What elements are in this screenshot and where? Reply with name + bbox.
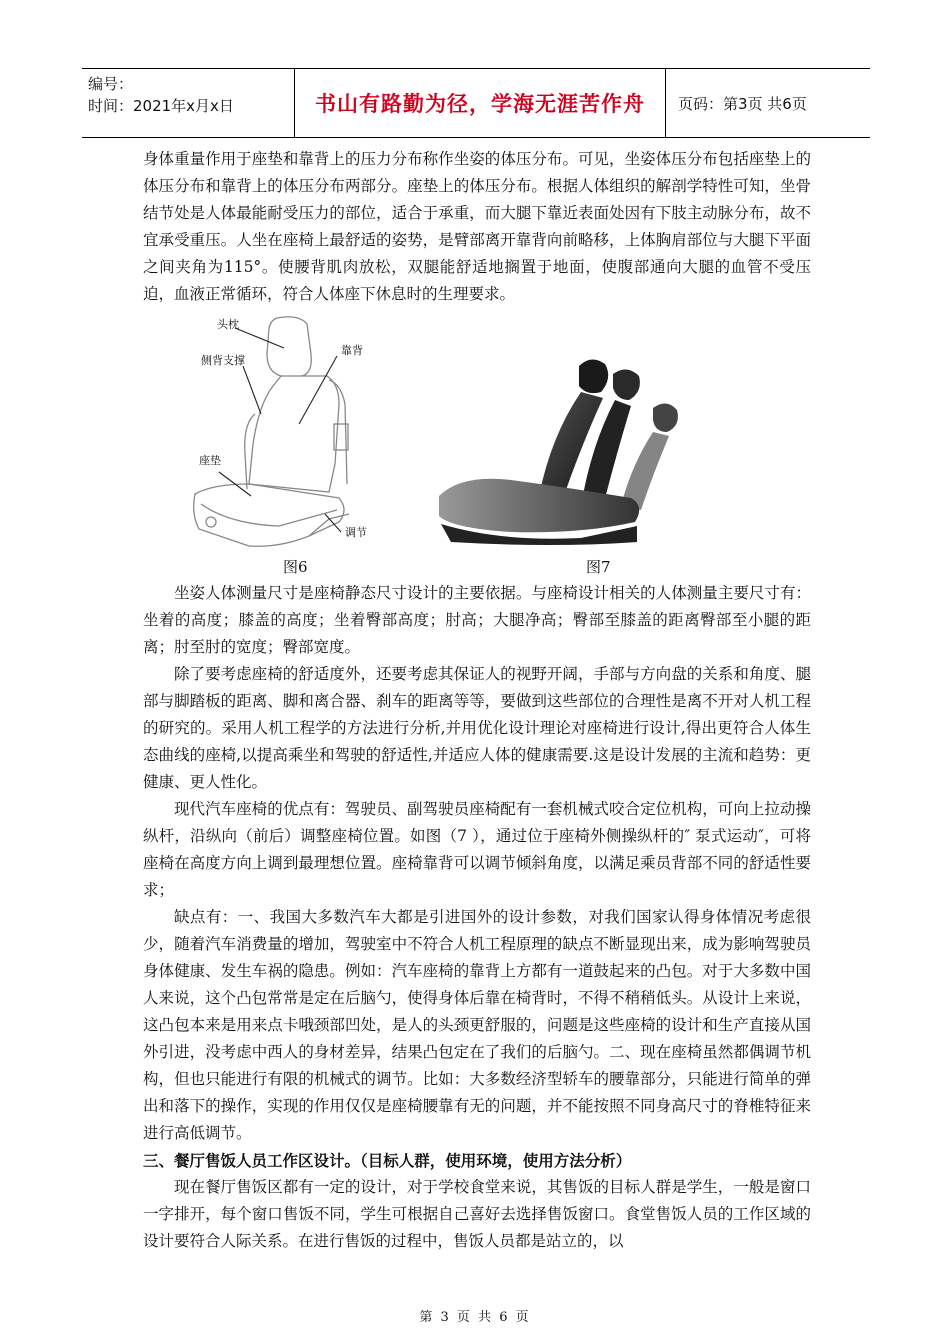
paragraph-advantages: 现代汽车座椅的优点有：驾驶员、副驾驶员座椅配有一套机械式咬合定位机构，可向上拉动操纵杆，沿纵向（前后）调整座椅位置。如图（7 ），通过位于座椅外侧操纵杆的″ 泵式运动″，可将座椅在高度方向上调到最理想位置。座椅靠背可以调节倾斜角度，以满足乘员背部不同的舒适性要求； xyxy=(143,800,811,899)
figure-row xyxy=(143,314,811,580)
page-footer: 第 3 页 共 6 页 xyxy=(419,1310,531,1325)
label-side-support: 侧背支撑 xyxy=(201,354,245,367)
page-header xyxy=(82,68,870,138)
seat-adjustment-figure xyxy=(431,356,701,546)
label-headrest: 头枕 xyxy=(217,318,239,331)
figure-7-caption: 图7 xyxy=(586,558,611,576)
paragraph-measurement: 坐姿人体测量尺寸是座椅静态尺寸设计的主要依据。与座椅设计相关的人体测量主要尺寸有：坐着的高度；膝盖的高度；坐着臀部高度；肘高；大腿净高；臀部至膝盖的距离臀部至小腿的距离；肘至肘的宽度；臀部宽度。 xyxy=(143,584,811,656)
header-page-info: 页码：第3页 共6页 xyxy=(678,94,807,113)
label-adjust: 调节 xyxy=(345,526,367,539)
header-meta xyxy=(82,69,295,137)
document-number: 编号： xyxy=(88,75,134,93)
paragraph-canteen: 现在餐厅售饭区都有一定的设计，对于学校食堂来说，其售饭的目标人群是学生，一般是窗口一字排开，每个窗口售饭不同，学生可根据自己喜好去选择售饭窗口。食堂售饭人员的工作区域的设计要符合人际关系。在进行售饭的过程中，售饭人员都是站立的，以 xyxy=(143,1178,811,1250)
paragraph-comfort: 除了要考虑座椅的舒适度外，还要考虑其保证人的视野开阔，手部与方向盘的关系和角度、腿部与脚踏板的距离、脚和离合器、刹车的距离等等，要做到这些部位的合理性是离不开对人机工程的研究的。采用人机工程学的方法进行分析,并用优化设计理论对座椅进行设计,得出更符合人体生态曲线的座椅,以提高乘坐和驾驶的舒适性,并适应人体的健康需要.这是设计发展的主流和趋势：更健康、更人性化。 xyxy=(143,665,811,791)
paragraph-disadvantages: 缺点有：一、我国大多数汽车大都是引进国外的设计参数，对我们国家认得身体情况考虑很少，随着汽车消费量的增加，驾驶室中不符合人机工程原理的缺点不断显现出来，成为影响驾驶员身体健康、发生车祸的隐患。例如：汽车座椅的靠背上方都有一道鼓起来的凸包。对于大多数中国人来说，这个凸包常常是定在后脑勺，使得身体后靠在椅背时，不得不稍稍低头。从设计上来说，这凸包本来是用来点卡哦颈部凹处，是人的头颈更舒服的，问题是这些座椅的设计和生产直接从国外引进，没考虑中西人的身材差异，结果凸包定在了我们的后脑勺。二、现在座椅虽然都偶调节机构，但也只能进行有限的机械式的调节。比如：大多数经济型轿车的腰靠部分，只能进行简单的弹出和落下的操作，实现的作用仅仅是座椅腰靠有无的问题，并不能按照不同身高尺寸的脊椎特征来进行高低调节。 xyxy=(143,908,811,1142)
paragraph-body-pressure: 身体重量作用于座垫和靠背上的压力分布称作坐姿的体压分布。可见，坐姿体压分布包括座垫上的体压分布和靠背上的体压分布两部分。座垫上的体压分布。根据人体组织的解剖学特性可知，坐骨结节处是人体最能耐受压力的部位，适合于承重，而大腿下靠近表面处因有下肢主动脉分布，故不宜承受重压。人坐在座椅上最舒适的姿势，是臂部离开靠背向前略移，上体胸肩部位与大腿下平面之间夹角为115°。使腰背肌肉放松，双腿能舒适地搁置于地面，使腹部通向大腿的血管不受压迫，血液正常循环，符合人体座下休息时的生理要求。 xyxy=(143,150,811,303)
label-cushion: 座垫 xyxy=(199,454,221,467)
section-heading-3: 三、餐厅售饭人员工作区设计。（目标人群，使用环境，使用方法分析） xyxy=(143,1151,632,1170)
document-body xyxy=(143,146,811,1255)
figure-6-caption: 图6 xyxy=(283,558,308,576)
document-date: 时间：2021年x月x日 xyxy=(88,97,234,115)
header-motto: 书山有路勤为径，学海无涯苦作舟 xyxy=(295,69,666,137)
label-backrest: 靠背 xyxy=(341,344,363,357)
seat-structure-figure xyxy=(189,314,389,549)
